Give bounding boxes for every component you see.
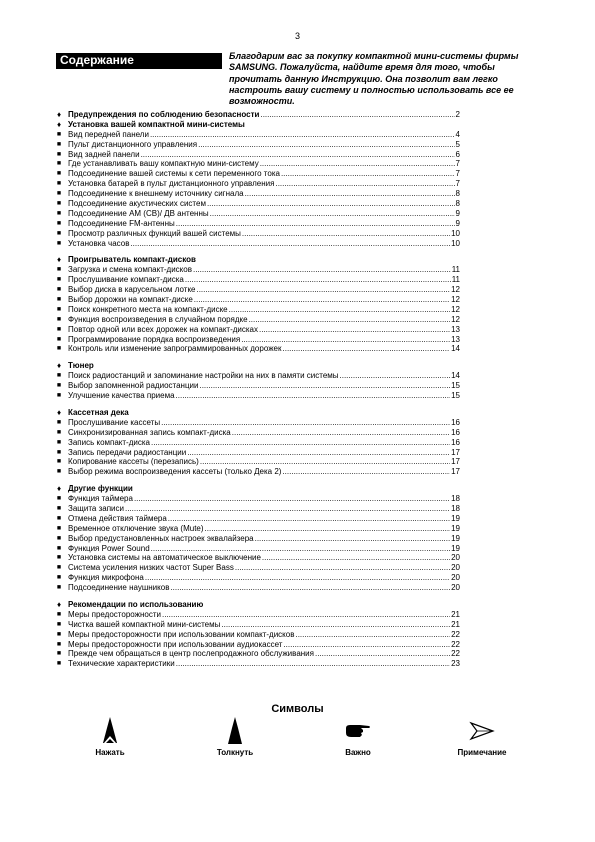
- toc-page-number: 20: [451, 563, 460, 573]
- toc-leader-dots: [295, 630, 450, 640]
- toc-label: Вид задней панели: [68, 149, 140, 159]
- toc-item: [56, 619, 460, 630]
- toc-page-number: 20: [451, 573, 460, 583]
- toc-item: [56, 533, 460, 544]
- toc-leader-dots: [232, 428, 450, 438]
- toc-label: Подсоединение AM (CB)/ ДВ антенны: [68, 208, 209, 218]
- toc-item: [56, 457, 460, 467]
- toc-label: Установка батарей в пульт дистанционного управления: [68, 179, 275, 189]
- square-bullet-icon: ■: [56, 345, 62, 353]
- toc-page-number: 12: [451, 295, 460, 305]
- toc-item: [56, 179, 460, 189]
- toc-leader-dots: [161, 418, 450, 428]
- square-bullet-icon: ■: [56, 305, 62, 313]
- toc-label: Выбор дорожки на компакт-диске: [68, 295, 193, 305]
- toc-leader-dots: [207, 199, 455, 209]
- toc-page-number: 6: [455, 149, 460, 159]
- toc-page-number: 15: [451, 391, 460, 401]
- square-bullet-icon: ■: [56, 438, 62, 446]
- toc-label: Копирование кассеты (перезапись): [68, 457, 199, 467]
- toc-leader-dots: [199, 381, 450, 391]
- toc-leader-dots: [245, 189, 455, 199]
- square-bullet-icon: ■: [56, 229, 62, 237]
- toc-page-number: 19: [451, 523, 460, 533]
- toc-page-number: 13: [451, 334, 460, 344]
- symbol-important: [308, 716, 408, 757]
- toc-label: Проигрыватель компакт-дисков: [68, 255, 196, 265]
- square-bullet-icon: ■: [56, 428, 62, 436]
- toc-item: [56, 467, 460, 477]
- square-bullet-icon: ■: [56, 325, 62, 333]
- important-hand-icon: [308, 716, 408, 746]
- toc-label: Установка системы на автоматическое выключение: [68, 553, 261, 563]
- toc-page-number: 22: [451, 649, 460, 659]
- page-number: 3: [294, 31, 300, 41]
- symbol-label: Толкнуть: [216, 748, 254, 757]
- square-bullet-icon: ■: [56, 660, 62, 668]
- toc-leader-dots: [241, 335, 450, 345]
- square-bullet-icon: ■: [56, 276, 62, 284]
- toc-leader-dots: [134, 494, 450, 504]
- toc-item: [56, 371, 460, 381]
- toc-label: Технические характеристики: [68, 659, 175, 669]
- toc-gap: [68, 401, 460, 408]
- toc-label: Подсоединение к внешнему источнику сигнала: [68, 189, 244, 199]
- toc-page-number: 12: [451, 314, 460, 324]
- toc-item: [56, 344, 460, 354]
- toc-page-number: 19: [451, 513, 460, 523]
- toc-page-number: 16: [451, 427, 460, 437]
- symbol-press: [60, 716, 160, 757]
- square-bullet-icon: ■: [56, 524, 62, 532]
- toc-label: Временное отключение звука (Mute): [68, 523, 204, 533]
- toc-leader-dots: [176, 219, 455, 229]
- toc-page-number: 16: [451, 437, 460, 447]
- toc-item: [56, 437, 460, 448]
- square-bullet-icon: ■: [56, 544, 62, 552]
- toc-page-number: 23: [451, 659, 460, 669]
- toc-item: [56, 228, 460, 239]
- toc-leader-dots: [221, 620, 450, 630]
- toc-label: Просмотр различных функций вашей системы: [68, 228, 241, 238]
- square-bullet-icon: ■: [56, 286, 62, 294]
- toc-item: [56, 139, 460, 150]
- toc-label: Выбор запомненной радиостанции: [68, 381, 199, 391]
- toc-item: [56, 523, 460, 534]
- toc-label: Меры предосторожности при использовании компакт-дисков: [68, 629, 295, 639]
- toc-page-number: 17: [451, 447, 460, 457]
- toc-label: Выбор предустановленных настроек эквалайзера: [68, 533, 254, 543]
- diamond-bullet-icon: ♦: [56, 110, 62, 119]
- square-bullet-icon: ■: [56, 150, 62, 158]
- toc-label: Программирование порядка воспроизведения: [68, 334, 241, 344]
- toc-leader-dots: [315, 649, 450, 659]
- toc-label: Прежде чем обращаться в центр послепродажного обслуживания: [68, 649, 314, 659]
- toc-label: Вид передней панели: [68, 129, 149, 139]
- table-of-contents: [56, 110, 460, 669]
- symbol-label: Важно: [345, 748, 371, 757]
- toc-leader-dots: [151, 544, 450, 554]
- toc-label: Установка часов: [68, 238, 130, 248]
- diamond-bullet-icon: ♦: [56, 119, 62, 129]
- toc-leader-dots: [176, 659, 450, 669]
- toc-page-number: 11: [451, 265, 460, 275]
- toc-leader-dots: [194, 295, 450, 305]
- toc-label: Меры предосторожности: [68, 609, 161, 619]
- toc-leader-dots: [193, 265, 451, 275]
- toc-leader-dots: [262, 553, 450, 563]
- toc-label: Выбор диска в карусельном лотке: [68, 285, 196, 295]
- toc-item: [56, 314, 460, 325]
- toc-leader-dots: [260, 159, 455, 169]
- toc-label: Чистка вашей компактной мини-системы: [68, 619, 221, 629]
- toc-leader-dots: [205, 524, 451, 534]
- heading-rule: [56, 68, 222, 69]
- toc-label: Прослушивание компакт-диска: [68, 275, 184, 285]
- toc-item: [56, 447, 460, 458]
- toc-label: Поиск радиостанций и запоминание настройки на них в памяти системы: [68, 371, 339, 381]
- toc-item: [56, 189, 460, 199]
- toc-page-number: 7: [455, 179, 460, 189]
- square-bullet-icon: ■: [56, 219, 62, 227]
- toc-leader-dots: [282, 467, 450, 477]
- toc-page-number: 14: [451, 371, 460, 381]
- toc-label: Предупреждения по соблюдению безопасности: [68, 110, 260, 119]
- toc-label: Функция микрофона: [68, 573, 144, 583]
- toc-page-number: 10: [451, 238, 460, 248]
- square-bullet-icon: ■: [56, 372, 62, 380]
- toc-gap: [68, 354, 460, 361]
- toc-leader-dots: [141, 150, 455, 160]
- toc-page-number: 17: [451, 467, 460, 477]
- toc-label: Где устанавливать вашу компактную мини-систему: [68, 159, 259, 169]
- square-bullet-icon: ■: [56, 650, 62, 658]
- toc-item: [56, 324, 460, 335]
- toc-label: Поиск конкретного места на компакт-диске: [68, 304, 228, 314]
- toc-page-number: 16: [451, 417, 460, 427]
- square-bullet-icon: ■: [56, 160, 62, 168]
- toc-page-number: 20: [451, 553, 460, 563]
- toc-leader-dots: [235, 563, 450, 573]
- toc-page-number: 5: [455, 139, 460, 149]
- toc-leader-dots: [283, 640, 450, 650]
- toc-page-number: 20: [451, 583, 460, 593]
- toc-page-number: 2: [455, 110, 460, 119]
- toc-label: Защита записи: [68, 503, 124, 513]
- toc-item: [56, 659, 460, 669]
- toc-leader-dots: [125, 504, 450, 514]
- toc-label: Система усиления низких частот Super Bass: [68, 563, 234, 573]
- toc-page-number: 9: [455, 218, 460, 228]
- toc-leader-dots: [196, 285, 450, 295]
- toc-item: [56, 649, 460, 659]
- toc-section: [56, 599, 460, 610]
- toc-item: [56, 543, 460, 554]
- toc-label: Тюнер: [68, 361, 94, 371]
- intro-text: Благодарим вас за покупку компактной мини-системы фирмы SAMSUNG. Пожалуйста, найдите время для того, чтобы прочитать данную Инструкцию. Она позволит вам легко настроить вашу систему и полностью использовать все ее возможности.: [229, 51, 519, 107]
- square-bullet-icon: ■: [56, 180, 62, 188]
- toc-label: Запись компакт-диска: [68, 437, 150, 447]
- toc-item: [56, 494, 460, 504]
- square-bullet-icon: ■: [56, 170, 62, 178]
- diamond-bullet-icon: ♦: [56, 599, 62, 609]
- toc-item: [56, 285, 460, 295]
- diamond-bullet-icon: ♦: [56, 484, 62, 494]
- symbol-push: [185, 716, 285, 757]
- diamond-bullet-icon: ♦: [56, 407, 62, 417]
- toc-page-number: 11: [451, 275, 460, 285]
- toc-page-number: 22: [451, 629, 460, 639]
- toc-label: Установка вашей компактной мини-системы: [68, 119, 245, 129]
- toc-item: [56, 563, 460, 573]
- square-bullet-icon: ■: [56, 315, 62, 323]
- toc-page-number: 15: [451, 381, 460, 391]
- square-bullet-icon: ■: [56, 458, 62, 466]
- square-bullet-icon: ■: [56, 495, 62, 503]
- toc-leader-dots: [260, 110, 454, 120]
- toc-section: [56, 361, 460, 371]
- toc-label: Функция таймера: [68, 494, 133, 504]
- toc-item: [56, 417, 460, 428]
- toc-leader-dots: [151, 438, 450, 448]
- square-bullet-icon: ■: [56, 574, 62, 582]
- toc-item: [56, 629, 460, 640]
- toc-page-number: 9: [455, 208, 460, 218]
- toc-gap: [68, 593, 460, 600]
- toc-leader-dots: [283, 344, 451, 354]
- toc-item: [56, 381, 460, 391]
- toc-label: Выбор режима воспроизведения кассеты (только Дека 2): [68, 467, 282, 477]
- square-bullet-icon: ■: [56, 130, 62, 138]
- toc-leader-dots: [168, 514, 450, 524]
- square-bullet-icon: ■: [56, 620, 62, 628]
- toc-item: [56, 218, 460, 229]
- square-bullet-icon: ■: [56, 610, 62, 618]
- square-bullet-icon: ■: [56, 296, 62, 304]
- square-bullet-icon: ■: [56, 140, 62, 148]
- toc-page-number: 12: [451, 285, 460, 295]
- toc-item: [56, 639, 460, 650]
- toc-leader-dots: [185, 275, 451, 285]
- toc-label: Рекомендации по использованию: [68, 599, 204, 609]
- square-bullet-icon: ■: [56, 200, 62, 208]
- toc-item: [56, 513, 460, 524]
- toc-item: [56, 573, 460, 583]
- square-bullet-icon: ■: [56, 239, 62, 247]
- toc-section: [56, 484, 460, 494]
- toc-leader-dots: [281, 169, 455, 179]
- square-bullet-icon: ■: [56, 266, 62, 274]
- toc-leader-dots: [187, 448, 450, 458]
- toc-item: [56, 149, 460, 160]
- toc-leader-dots: [210, 209, 455, 219]
- press-icon: [60, 716, 160, 746]
- toc-gap: [68, 248, 460, 255]
- toc-page-number: 12: [451, 304, 460, 314]
- toc-leader-dots: [145, 573, 450, 583]
- toc-label: Улучшение качества приема: [68, 391, 175, 401]
- toc-item: [56, 295, 460, 305]
- toc-page-number: 10: [451, 228, 460, 238]
- toc-page-number: 21: [451, 619, 460, 629]
- toc-page-number: 19: [451, 543, 460, 553]
- square-bullet-icon: ■: [56, 554, 62, 562]
- toc-page-number: 17: [451, 457, 460, 467]
- toc-item: [56, 503, 460, 514]
- toc-item: [56, 129, 460, 140]
- toc-leader-dots: [162, 610, 450, 620]
- toc-page-number: 19: [451, 533, 460, 543]
- square-bullet-icon: ■: [56, 640, 62, 648]
- square-bullet-icon: ■: [56, 534, 62, 542]
- square-bullet-icon: ■: [56, 514, 62, 522]
- toc-label: Пульт дистанционного управления: [68, 139, 198, 149]
- toc-page-number: 18: [451, 503, 460, 513]
- toc-leader-dots: [198, 140, 454, 150]
- toc-section: [56, 407, 460, 418]
- toc-item: [56, 275, 460, 285]
- toc-leader-dots: [242, 229, 450, 239]
- toc-label: Повтор одной или всех дорожек на компакт-дисках: [68, 324, 258, 334]
- toc-page-number: 18: [451, 494, 460, 504]
- toc-item: [56, 208, 460, 219]
- square-bullet-icon: ■: [56, 335, 62, 343]
- square-bullet-icon: ■: [56, 564, 62, 572]
- toc-section: [56, 119, 460, 130]
- toc-leader-dots: [259, 325, 450, 335]
- toc-label: Запись передачи радиостанции: [68, 447, 187, 457]
- toc-label: Функция воспроизведения в случайном порядке: [68, 314, 248, 324]
- toc-leader-dots: [275, 179, 454, 189]
- square-bullet-icon: ■: [56, 392, 62, 400]
- toc-item: [56, 265, 460, 275]
- toc-leader-dots: [255, 534, 450, 544]
- toc-label: Подсоединение вашей системы к сети переменного тока: [68, 169, 280, 179]
- toc-item: [56, 238, 460, 249]
- toc-leader-dots: [340, 371, 451, 381]
- toc-label: Подсоединение наушников: [68, 583, 170, 593]
- toc-section: [56, 110, 460, 120]
- toc-item: [56, 199, 460, 209]
- square-bullet-icon: ■: [56, 190, 62, 198]
- diamond-bullet-icon: ♦: [56, 255, 62, 265]
- toc-leader-dots: [200, 457, 450, 467]
- toc-item: [56, 334, 460, 345]
- toc-page-number: 14: [451, 344, 460, 354]
- push-icon: [185, 716, 285, 746]
- toc-label: Прослушивание кассеты: [68, 417, 161, 427]
- toc-item: [56, 304, 460, 315]
- toc-label: Отмена действия таймера: [68, 513, 167, 523]
- toc-leader-dots: [249, 315, 451, 325]
- toc-section: [56, 255, 460, 265]
- toc-item: [56, 609, 460, 620]
- toc-item: [56, 427, 460, 438]
- toc-label: Загрузка и смена компакт-дисков: [68, 265, 192, 275]
- toc-page-number: 7: [455, 159, 460, 169]
- symbol-note: [432, 716, 532, 757]
- toc-leader-dots: [176, 391, 451, 401]
- toc-item: [56, 553, 460, 563]
- diamond-bullet-icon: ♦: [56, 361, 62, 371]
- square-bullet-icon: ■: [56, 630, 62, 638]
- toc-page-number: 13: [451, 324, 460, 334]
- toc-page-number: 7: [455, 169, 460, 179]
- symbol-label: Примечание: [457, 748, 507, 757]
- toc-label: Подсоединение акустических систем: [68, 199, 206, 209]
- toc-page-number: 4: [455, 129, 460, 139]
- toc-label: Кассетная дека: [68, 407, 129, 417]
- toc-gap: [68, 477, 460, 484]
- toc-label: Контроль или изменение запрограммированных дорожек: [68, 344, 282, 354]
- toc-page-number: 21: [451, 609, 460, 619]
- square-bullet-icon: ■: [56, 584, 62, 592]
- toc-label: Синхронизированная запись компакт-диска: [68, 427, 231, 437]
- toc-label: Подсоединение FM-антенны: [68, 218, 175, 228]
- square-bullet-icon: ■: [56, 382, 62, 390]
- toc-item: [56, 159, 460, 169]
- square-bullet-icon: ■: [56, 209, 62, 217]
- toc-leader-dots: [150, 130, 455, 140]
- contents-heading: Содержание: [56, 53, 222, 68]
- symbols-title: Символы: [271, 703, 324, 715]
- toc-item: [56, 583, 460, 593]
- toc-label: Меры предосторожности при использовании аудиокассет: [68, 639, 283, 649]
- toc-page-number: 22: [451, 639, 460, 649]
- square-bullet-icon: ■: [56, 504, 62, 512]
- symbol-label: Нажать: [95, 748, 125, 757]
- toc-item: [56, 169, 460, 179]
- note-arrow-icon: [432, 716, 532, 746]
- toc-label: Другие функции: [68, 484, 133, 494]
- square-bullet-icon: ■: [56, 468, 62, 476]
- toc-leader-dots: [130, 239, 450, 249]
- toc-item: [56, 391, 460, 401]
- toc-leader-dots: [229, 305, 450, 315]
- toc-page-number: 8: [455, 199, 460, 209]
- toc-page-number: 8: [455, 189, 460, 199]
- toc-leader-dots: [170, 583, 450, 593]
- square-bullet-icon: ■: [56, 418, 62, 426]
- square-bullet-icon: ■: [56, 448, 62, 456]
- toc-label: Функция Power Sound: [68, 543, 150, 553]
